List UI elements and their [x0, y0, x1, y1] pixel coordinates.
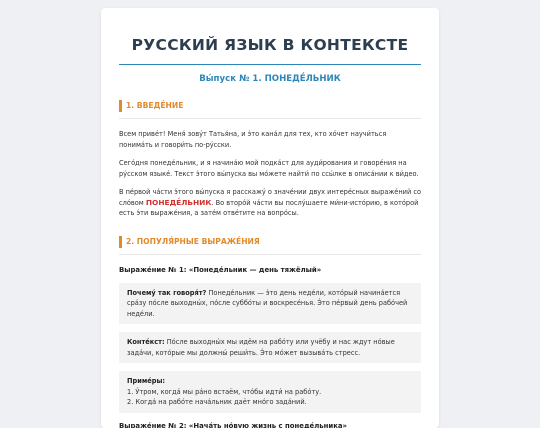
episode-subtitle: Вы́пуск № 1. ПОНЕДЕ́ЛЬНИК — [119, 74, 421, 85]
document-content — [101, 8, 439, 428]
intro-paragraph-3 — [119, 187, 421, 219]
document-page — [101, 8, 439, 428]
intro-text-after: . Во второ́й ча́сти вы послу́шаете ми́ни-исто́рию, в кото́рой есть э́ти выраже́ния, а зате́м отве́тите на вопро́сы. — [119, 199, 418, 218]
context-paragraph — [127, 337, 413, 358]
expression-2-title: Выраже́ние № 2: «Нача́ть но́вую жизнь с понеде́льника» — [119, 421, 421, 428]
example-item-2: 2. Когда́ на рабо́те нача́льник даёт мно́го зада́ний. — [127, 397, 413, 408]
expression-1-title: Выраже́ние № 1: «Понеде́льник — день тяжёлый» — [119, 265, 421, 275]
example-item-1: 1. У́тром, когда́ мы ра́но встаём, что́бы идти́ на рабо́ту. — [127, 387, 413, 398]
section-heading-expressions: 2. ПОПУЛЯ́РНЫЕ ВЫРАЖЕ́НИЯ — [119, 236, 421, 248]
title-divider — [119, 64, 421, 65]
examples-box — [119, 371, 421, 413]
page-title: РУССКИЙ ЯЗЫК В КОНТЕКСТЕ — [119, 36, 421, 54]
section-divider — [119, 254, 421, 255]
context-text: По́сле выходны́х мы идём на рабо́ту или учёбу и нас ждут но́вые зада́чи, кото́рые мы должны́ реши́ть. Э́то мо́жет вызыва́ть стресс. — [127, 338, 395, 357]
intro-paragraph-1: Всем приве́т! Меня́ зову́т Татья́на, и э́то кана́л для тех, кто хо́чет научи́ться понима́ть и говори́ть по-ру́сски. — [119, 129, 421, 150]
section-divider — [119, 118, 421, 119]
highlighted-word: ПОНЕДЕ́ЛЬНИК — [146, 198, 212, 207]
intro-paragraph-2: Сего́дня понеде́льник, и я начина́ю мой подка́ст для ауди́рования и говоре́ния на ру́сском языке́. Текст э́того вы́пуска вы мо́жете найти́ по ссы́лке в описа́нии к ви́део. — [119, 158, 421, 179]
section-heading-intro: 1. ВВЕДЕ́НИЕ — [119, 100, 421, 112]
context-box — [119, 332, 421, 363]
examples-label-text: Приме́ры: — [127, 377, 165, 385]
context-label: Конте́кст: — [127, 338, 165, 346]
examples-label — [127, 376, 413, 387]
intro-text-before: В пе́рвой ча́сти э́того вы́пуска я расскажу́ о значе́нии двух интере́сных выраже́ний со сло́вом — [119, 188, 421, 207]
why-label: Почему́ так говоря́т? — [127, 289, 206, 297]
why-text: Понеде́льник — э́то день неде́ли, кото́рый начина́ется сра́зу по́сле выходны́х, по́сле суббо́ты и воскресе́нья. Э́то пе́рвый день рабо́чей неде́ли. — [127, 289, 407, 318]
why-paragraph — [127, 288, 413, 320]
why-box — [119, 283, 421, 325]
